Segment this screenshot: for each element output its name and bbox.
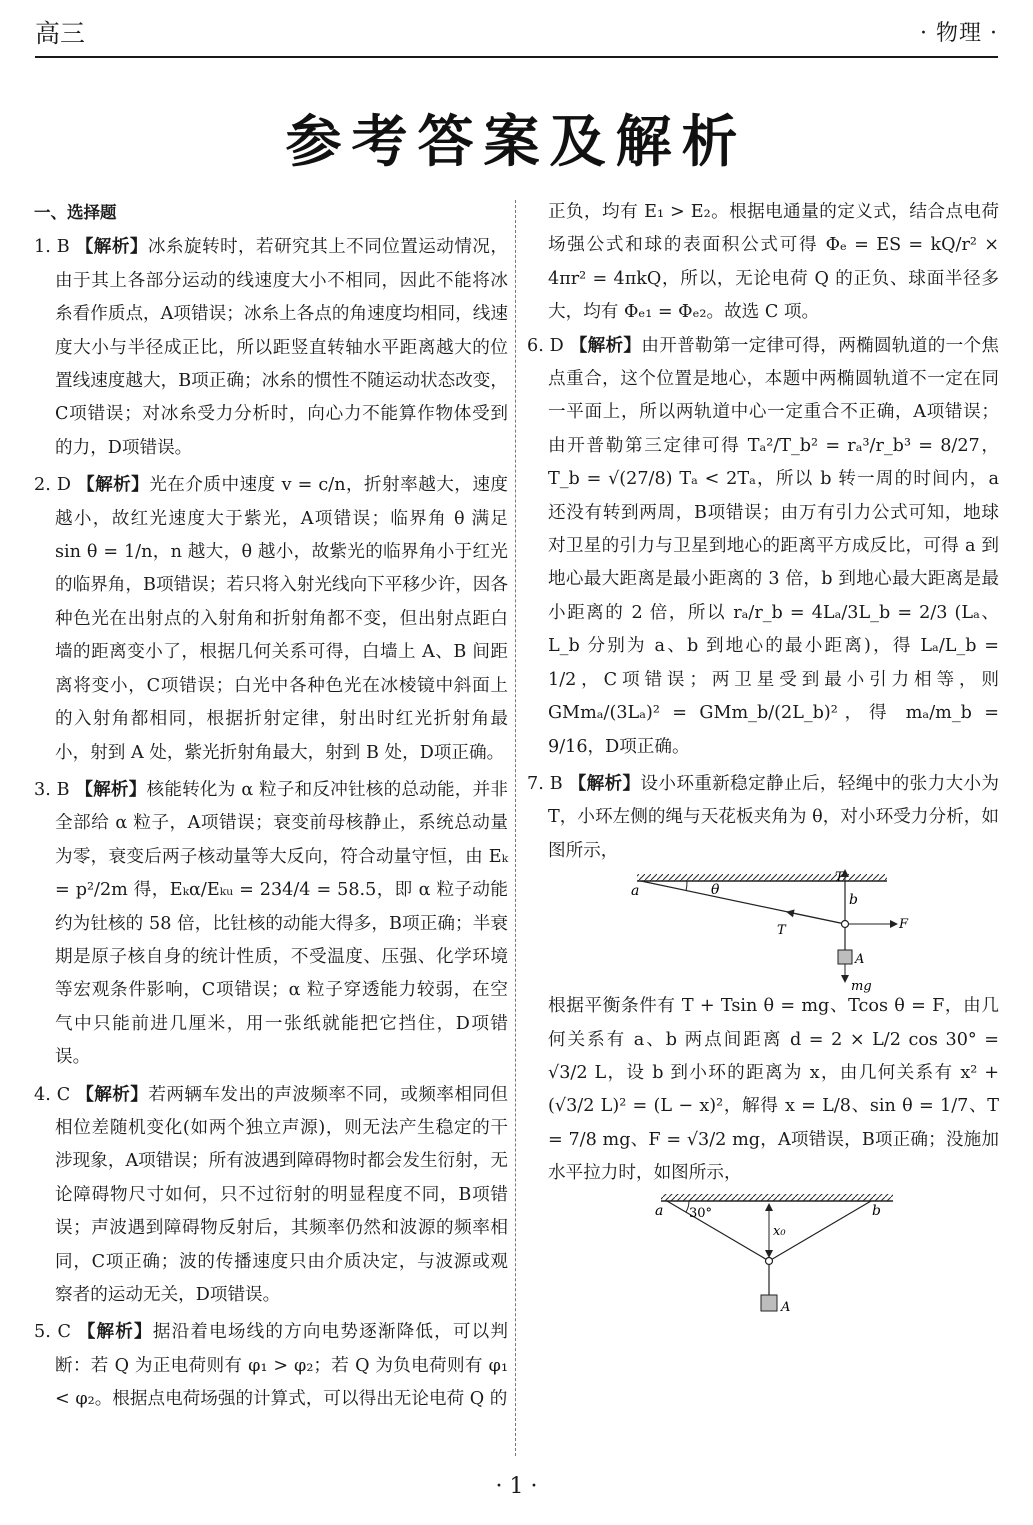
analysis-tag: 【解析】 (75, 779, 147, 800)
answer-number: 7. B (527, 773, 563, 794)
answer-text: 据沿着电场线的方向电势逐渐降低，可以判断：若 Q 为正电荷则有 φ₁ > φ₂；若 Q 为负电荷则有 φ₁ < φ₂。根据点电荷场强的计算式，可以得出无论电荷 Q 的 (55, 1322, 509, 1410)
analysis-tag: 【解析】 (77, 1322, 153, 1343)
answer-item-2 (34, 469, 508, 770)
analysis-tag: 【解析】 (77, 475, 150, 496)
answer-number: 3. B (34, 779, 70, 800)
small-ring (842, 921, 849, 928)
answer-item-1 (34, 231, 508, 465)
answer-text: 由开普勒第一定律可得，两椭圆轨道的一个焦点重合，这个位置是地心，本题中两椭圆轨道不一定在同一平面上，所以两轨道中心一定重合不正确，A项错误；由开普勒第三定律可得 Tₐ²/T_b² = rₐ³/r_b³ = 8/27，T_b = √(27/8) Tₐ < 2Tₐ，所以 b 转一周的时间内，a 还没有转到两周，B项错误；由万有引力公式可知，地球对卫星的引力与卫星到地心的距离平方成反比，可得 a 到地心最大距离是最小距离的 3 倍，b 到地心最大距离是最小距离的 2 倍，所以 rₐ/r_b = 4Lₐ/3L_b = 2/3 (Lₐ、L_b 分别为 a、b 到地心的最小距离)，得 Lₐ/L_b = 1/2，C项错误；两卫星受到最小引力相等，则 GMmₐ/(3Lₐ)² = GMm_b/(2L_b)²，得 mₐ/m_b = 9/16，D项正确。 (548, 335, 999, 757)
analysis-tag: 【解析】 (76, 1084, 149, 1105)
force-diagram-2 (627, 1191, 999, 1317)
right-column (527, 196, 999, 1317)
angle-arc (686, 881, 687, 891)
answer-number: 6. D (527, 335, 564, 356)
page-number: · 1 · (495, 1474, 538, 1499)
grade-label: 高三 (35, 19, 86, 48)
label-T-rope: T (777, 923, 786, 939)
answer-7-continued: 根据平衡条件有 T + Tsin θ = mg、Tcos θ = F，由几何关系有 a、b 两点间距离 d = 2 × L/2 cos 30° = √3/2 L，设 b 到小环的距离为 x，由几何关系有 x² + (√3/2 L)² = (L − x)²，解得 x = L/8、sin θ = 1/7、T = 7/8 mg、F = √3/2 mg，A项错误，B项正确；没施加水平拉力时，如图所示， (548, 996, 999, 1184)
label-A: A (855, 952, 865, 968)
answer-text: 冰糸旋转时，若研究其上不同位置运动情况，由于其上各部分运动的线速度大小不相同，因此不能将冰糸看作质点，A项错误；冰糸上各点的角速度均相同，线速度大小与半径成正比，所以距竖直转轴水平距离越大的位置线速度越大，B项正确；冰糸的惯性不随运动状态改变，C项错误；对冰糸受力分析时，向心力不能算作物体受到的力，D项错误。 (55, 237, 508, 458)
label-theta: θ (711, 882, 720, 899)
answer-number: 5. C (34, 1322, 72, 1343)
answer-item-4 (34, 1079, 508, 1313)
left-column (34, 196, 508, 1417)
label-angle: 30° (689, 1205, 713, 1221)
block-A (838, 950, 852, 964)
ceiling-hatch (661, 1194, 893, 1201)
answer-number: 1. B (34, 237, 70, 258)
page-header (35, 6, 998, 54)
label-a: a (631, 883, 640, 900)
analysis-tag: 【解析】 (569, 335, 642, 356)
answer-text: 若两辆车发出的声波频率不同，或频率相同但相位差随机变化(如两个独立声源)，则无法产生稳定的干涉现象，A项错误；所有波遇到障碍物时都会发生衍射，无论障碍物尺寸如何，只不过衍射的明显程度不同，B项错误；声波遇到障碍物反射后，其频率仍然和波源的频率相同，C项正确；波的传播速度只由介质决定，与波源或观察者的运动无关，D项错误。 (55, 1084, 509, 1305)
rope-left (667, 1201, 769, 1261)
subject-label: · 物理 · (920, 21, 998, 46)
page-title: 参考答案及解析 (285, 110, 748, 175)
answer-item-6 (527, 330, 999, 764)
answer-text: 设小环重新稳定静止后，轻绳中的张力大小为 T，小环左侧的绳与天花板夹角为 θ，对小环受力分析，如图所示， (548, 773, 999, 861)
label-F: F (899, 917, 909, 933)
label-mg: mg (851, 979, 872, 995)
label-b: b (872, 1202, 881, 1219)
section-title: 一、选择题 (34, 203, 117, 222)
label-x0: x₀ (773, 1223, 786, 1239)
answer-item-7 (527, 768, 999, 868)
label-a: a (655, 1202, 664, 1219)
force-diagram-2-svg (627, 1191, 881, 1317)
tension-arrow-rope (787, 912, 845, 924)
force-diagram-1-svg (627, 868, 917, 995)
answer-item-5 (34, 1316, 508, 1416)
label-A: A (781, 1299, 791, 1315)
header-rule (35, 56, 998, 58)
answer-number: 4. C (34, 1084, 71, 1105)
answer-number: 2. D (34, 475, 71, 496)
label-b: b (849, 892, 858, 909)
column-divider (515, 200, 516, 1456)
answer-5-continued: 正负，均有 E₁ > E₂。根据电通量的定义式，结合点电荷场强公式和球的表面积公式可得 Φₑ = ES = kQ/r² × 4πr² = 4πkQ，所以，无论电荷 Q 的正负、球面半径多大，均有 Φₑ₁ = Φₑ₂。故选 C 项。 (548, 202, 999, 323)
force-diagram-1 (627, 868, 999, 995)
answer-text: 核能转化为 α 粒子和反冲钍核的总动能，并非全部给 α 粒子，A项错误；衰变前母核静止，系统总动量为零，衰变后两子核动量等大反向，符合动量守恒，由 Eₖ = p²/2m 得，Eₖα/Eₖᵤ = 234/4 = 58.5，即 α 粒子动能约为钍核的 58 倍，比钍核的动能大得多，B项正确；半衰期是原子核自身的统计性质，不受温度、压强、化学环境等宏观条件影响，C项错误；α 粒子穿透能力较弱，在空气中只能前进几厘米，用一张纸就能把它挡住，D项错误。 (55, 779, 508, 1068)
label-T-top: T (835, 870, 844, 886)
answer-text: 光在介质中速度 v = c/n，折射率越大，速度越小，故红光速度大于紫光，A项错误；临界角 θ 满足 sin θ = 1/n，n 越大，θ 越小，故紫光的临界角小于红光的临界角，B项错误；若只将入射光线向下平移少许，因各种色光在出射点的入射角和折射角都不变，但出射点距白墙的距离变小了，根据几何关系可得，白墙上 A、B 间距离将变小，C项错误；白光中各种色光在冰棱镜中斜面上的入射角都相同，根据折射定律，射出时红光折射角最小，射到 A 处，紫光折射角最大，射到 B 处，D项正确。 (55, 475, 508, 763)
small-ring (766, 1257, 773, 1264)
analysis-tag: 【解析】 (75, 237, 148, 258)
analysis-tag: 【解析】 (568, 773, 641, 794)
answer-item-3 (34, 774, 508, 1075)
ceiling-hatch (637, 874, 887, 881)
block-A (761, 1295, 777, 1311)
